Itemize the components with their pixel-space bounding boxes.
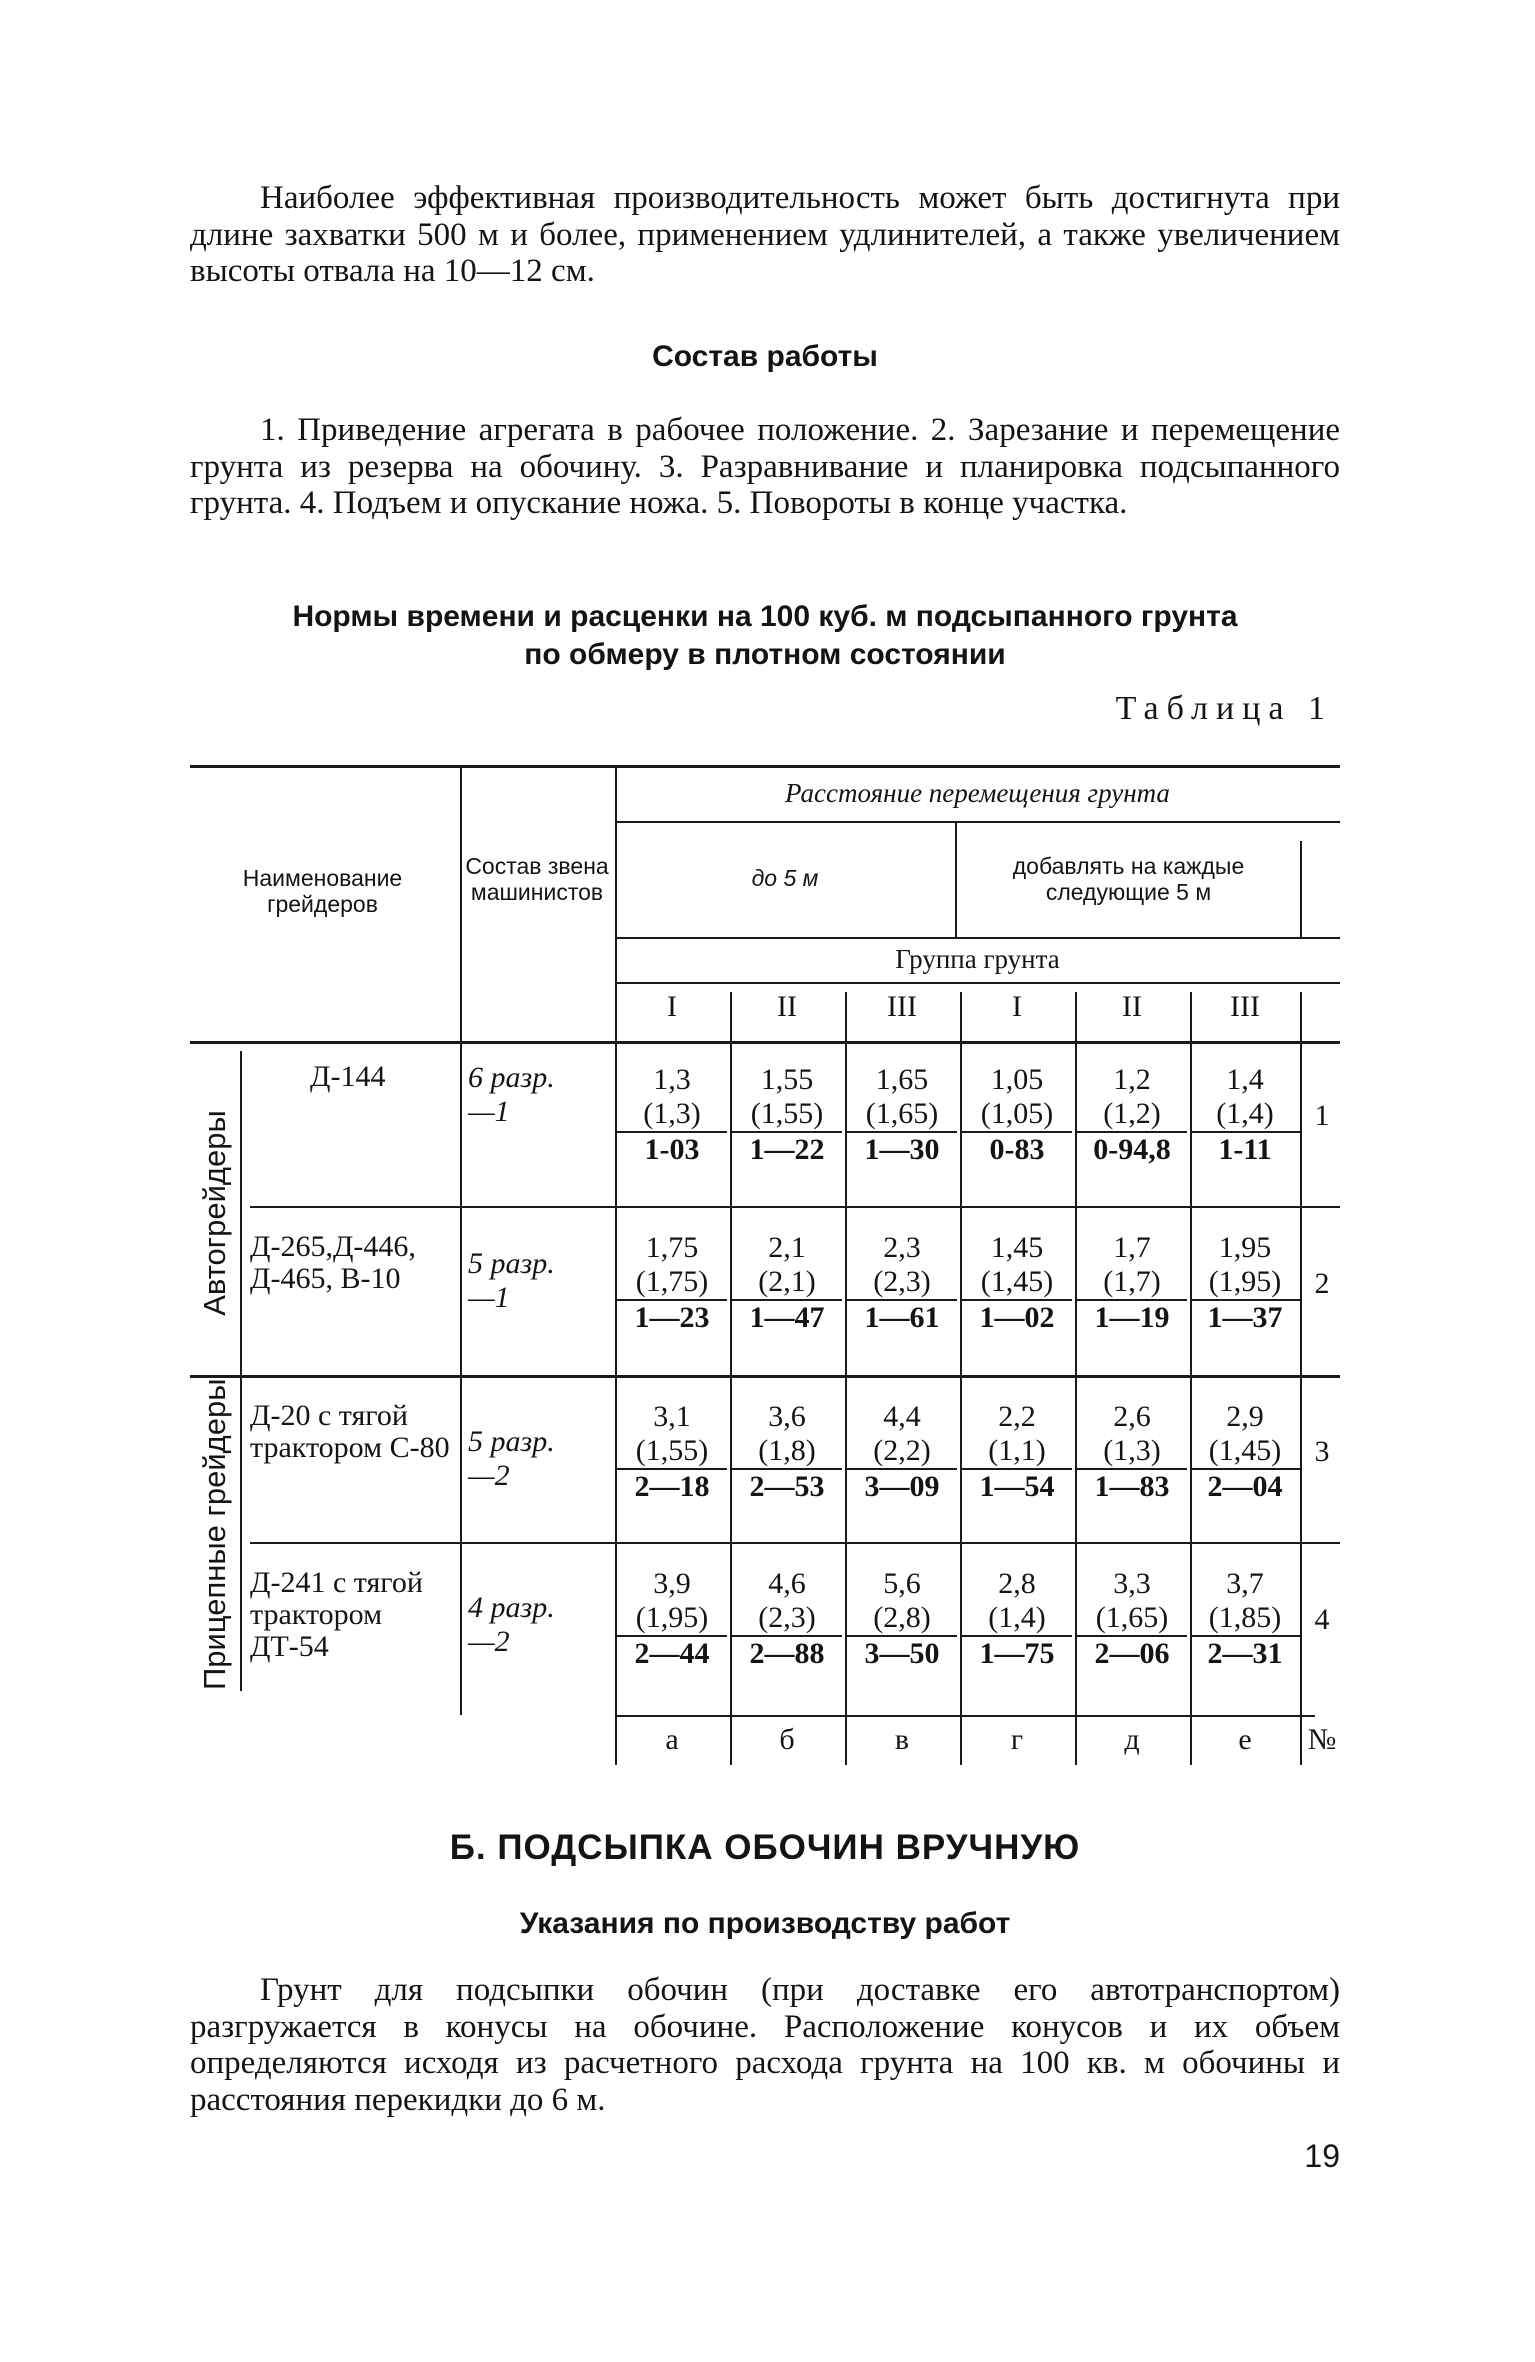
row4-machine: Д-241 с тягой трактором ДТ-54	[250, 1566, 423, 1663]
closing-paragraph: Грунт для подсыпки обочин (при доставке его автотранспортом) разгружается в конусы на обочине. Расположение конусов и их объем определяются исходя из расчетного расхода грунта на 100 кв. м обочины и расстояния перекидки до 6 м.	[190, 1972, 1340, 2118]
table-number: Таблица 1	[1115, 690, 1333, 727]
work-paragraph: 1. Приведение агрегата в рабочее положение. 2. Зарезание и перемещение грунта из резерва на обочину. 3. Разравнивание и планировка подсыпанного грунта. 4. Подъем и опускание ножа. 5. Повороты в конце участка.	[190, 412, 1340, 521]
header-each5: добавлять на каждые следующие 5 м	[1012, 853, 1245, 905]
row2-cell-d: 1,45 (1,45) 1—02	[962, 1231, 1072, 1335]
table-title-line1: Нормы времени и расценки на 100 куб. м подсыпанного грунта	[292, 600, 1238, 633]
colkey-b: б	[779, 1723, 795, 1756]
row1-cell-a: 1,3 (1,3) 1-03	[617, 1063, 727, 1167]
row1-machine: Д-144	[310, 1060, 386, 1093]
section-autograders: Автогрейдеры	[197, 1110, 232, 1316]
row2-machine: Д-265,Д-446, Д-465, В-10	[250, 1230, 416, 1295]
header-group: Группа грунта	[895, 944, 1060, 974]
row3-machine: Д-20 с тягой трактором С-80	[250, 1399, 450, 1464]
group-6: III	[1230, 990, 1260, 1023]
row3-cell-d: 2,2 (1,1) 1—54	[962, 1400, 1072, 1504]
row3-cell-b: 3,6 (1,8) 2—53	[732, 1400, 842, 1504]
header-crew: Состав звена машинистов	[465, 853, 609, 905]
table-title-line2: по обмеру в плотном состоянии	[524, 638, 1006, 671]
row1-number: 1	[1314, 1099, 1330, 1132]
vline-crew	[460, 765, 462, 1715]
colkey-f: е	[1238, 1723, 1252, 1756]
group-1: I	[667, 990, 677, 1023]
row2-cell-c: 2,3 (2,3) 1—61	[847, 1231, 957, 1335]
row1-cell-c: 1,65 (1,65) 1—30	[847, 1063, 957, 1167]
rule-section	[190, 1375, 1340, 1378]
colkey-e: д	[1124, 1723, 1140, 1756]
row3-number: 3	[1314, 1435, 1330, 1468]
row3-cell-a: 3,1 (1,55) 2—18	[617, 1400, 727, 1504]
group-5: II	[1122, 990, 1142, 1023]
rule-group	[615, 937, 1340, 939]
header-upto5: до 5 м	[751, 865, 819, 891]
table-top-rule	[190, 765, 1340, 768]
row2-cell-e: 1,7 (1,7) 1—19	[1077, 1231, 1187, 1335]
section-trailer-graders: Прицепные грейдеры	[197, 1378, 232, 1690]
row4-crew: 4 разр. —2	[468, 1591, 555, 1658]
colkey-d: г	[1010, 1723, 1024, 1756]
rule-row1	[250, 1206, 1340, 1208]
instructions-heading: Указания по производству работ	[519, 1907, 1011, 1940]
vline-section	[240, 1051, 242, 1691]
header-machine: Наименование грейдеров	[242, 865, 403, 917]
row3-cell-c: 4,4 (2,2) 3—09	[847, 1400, 957, 1504]
rule-distance	[615, 821, 1340, 823]
row3-cell-e: 2,6 (1,3) 1—83	[1077, 1400, 1187, 1504]
row2-crew: 5 разр. —1	[468, 1247, 555, 1314]
row2-cell-f: 1,95 (1,95) 1—37	[1190, 1231, 1300, 1335]
row2-cell-b: 2,1 (2,1) 1—47	[732, 1231, 842, 1335]
row1-cell-b: 1,55 (1,55) 1—22	[732, 1063, 842, 1167]
row4-cell-c: 5,6 (2,8) 3—50	[847, 1567, 957, 1671]
row2-cell-a: 1,75 (1,75) 1—23	[617, 1231, 727, 1335]
rule-row3	[250, 1542, 1340, 1544]
row4-cell-b: 4,6 (2,3) 2—88	[732, 1567, 842, 1671]
row3-cell-f: 2,9 (1,45) 2—04	[1190, 1400, 1300, 1504]
row2-number: 2	[1314, 1267, 1330, 1300]
group-4: I	[1012, 990, 1022, 1023]
row-number-label: №	[1307, 1723, 1337, 1756]
group-3: III	[887, 990, 917, 1023]
colkey-c: в	[894, 1723, 910, 1756]
row4-cell-a: 3,9 (1,95) 2—44	[617, 1567, 727, 1671]
section-b-title: Б. ПОДСЫПКА ОБОЧИН ВРУЧНУЮ	[449, 1828, 1081, 1867]
row4-number: 4	[1314, 1603, 1330, 1636]
rule-group-cols	[615, 982, 1340, 984]
intro-paragraph: Наиболее эффективная производительность может быть достигнута при длине захватки 500 м и более, применением удлинителей, а также увеличением высоты отвала на 10—12 см.	[190, 180, 1340, 289]
row3-crew: 5 разр. —2	[468, 1425, 555, 1492]
row4-cell-e: 3,3 (1,65) 2—06	[1077, 1567, 1187, 1671]
row1-cell-e: 1,2 (1,2) 0-94,8	[1077, 1063, 1187, 1167]
colkey-a: а	[665, 1723, 679, 1756]
row4-cell-f: 3,7 (1,85) 2—31	[1190, 1567, 1300, 1671]
row1-crew: 6 разр. —1	[468, 1061, 555, 1128]
rule-header-bottom	[190, 1041, 1340, 1044]
norms-table	[190, 765, 1340, 1765]
header-distance: Расстояние перемещения грунта	[785, 778, 1170, 808]
row4-cell-d: 2,8 (1,4) 1—75	[962, 1567, 1072, 1671]
vline-each5	[1300, 841, 1302, 937]
group-2: II	[777, 990, 797, 1023]
page-number: 19	[1304, 2138, 1340, 2174]
row1-cell-f: 1,4 (1,4) 1-11	[1190, 1063, 1300, 1167]
row1-cell-d: 1,05 (1,05) 0-83	[962, 1063, 1072, 1167]
work-heading: Состав работы	[652, 340, 878, 373]
rule-keys	[615, 1715, 1315, 1717]
